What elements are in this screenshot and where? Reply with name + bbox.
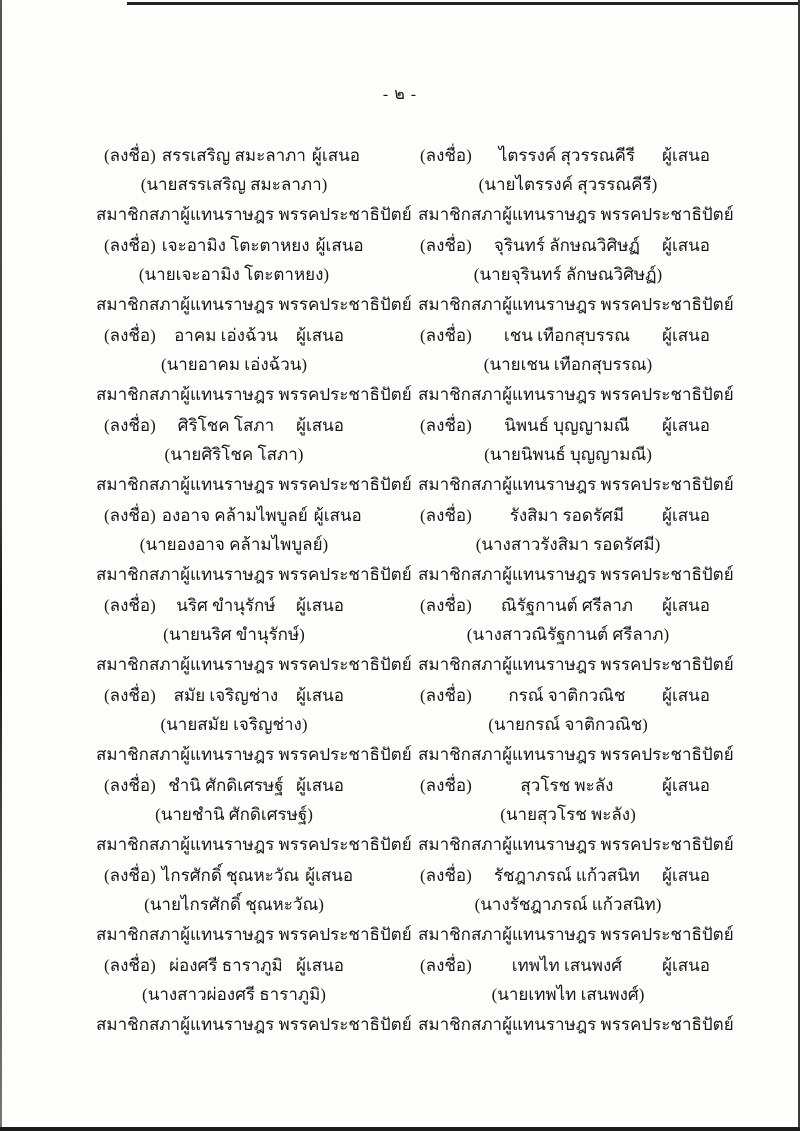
signed-label: (ลงชื่อ)	[104, 775, 156, 795]
signature-row	[96, 770, 734, 860]
signatory-full-name: (นายจุรินทร์ ลักษณวิศิษฏ์)	[473, 265, 663, 284]
signature-row	[96, 680, 734, 770]
signatory-full-name: (นายเทพไท เสนพงศ์)	[491, 985, 645, 1004]
signed-label: (ลงชื่อ)	[420, 685, 472, 705]
proposer-label: ผู้เสนอ	[662, 505, 710, 525]
signatory-name: ไตรรงค์ สุวรรณคีรี	[498, 145, 636, 165]
signature-block	[96, 860, 412, 950]
signature-block	[418, 860, 734, 950]
proposer-label: ผู้เสนอ	[315, 235, 364, 255]
signed-label: (ลงชื่อ)	[104, 595, 156, 615]
signature-row	[96, 410, 734, 500]
page-border-left	[0, 0, 2, 1131]
signatory-full-name: (นายสุวโรช พะลัง)	[500, 805, 636, 824]
signature-row	[96, 950, 734, 1040]
signature-line	[96, 950, 372, 980]
signature-block	[418, 320, 734, 410]
signatory-name: องอาจ คล้ามไพบูลย์	[161, 505, 308, 525]
signed-label: (ลงชื่อ)	[420, 595, 472, 615]
proposer-label: ผู้เสนอ	[296, 775, 344, 795]
signature-line	[96, 140, 372, 170]
signature-block	[418, 500, 734, 590]
signatory-full-name: (นายเชน เทือกสุบรรณ)	[483, 355, 653, 374]
signatory-full-name: (นางสาวณิรัฐกานต์ ศรีลาภ)	[466, 625, 670, 644]
signature-row	[96, 590, 734, 680]
affiliation-label: สมาชิกสภาผู้แทนราษฎร พรรคประชาธิปัตย์	[418, 295, 734, 314]
signed-label: (ลงชื่อ)	[420, 145, 472, 165]
signature-row	[96, 230, 734, 320]
affiliation-label: สมาชิกสภาผู้แทนราษฎร พรรคประชาธิปัตย์	[96, 475, 412, 494]
affiliation-label: สมาชิกสภาผู้แทนราษฎร พรรคประชาธิปัตย์	[96, 745, 412, 764]
signatory-name: รัชฎาภรณ์ แก้วสนิท	[493, 865, 640, 885]
proposer-label: ผู้เสนอ	[662, 595, 710, 615]
signature-line	[418, 500, 718, 530]
affiliation-label: สมาชิกสภาผู้แทนราษฎร พรรคประชาธิปัตย์	[418, 565, 734, 584]
signed-label: (ลงชื่อ)	[104, 235, 156, 255]
signature-line	[96, 320, 372, 350]
signature-line	[418, 680, 718, 710]
affiliation-label: สมาชิกสภาผู้แทนราษฎร พรรคประชาธิปัตย์	[96, 835, 412, 854]
signatory-full-name: (นายชำนิ ศักดิเศรษฐ์)	[155, 805, 313, 824]
signatory-full-name: (นายเจะอามิง โตะตาหยง)	[138, 265, 330, 284]
signature-line	[96, 590, 372, 620]
signature-block	[96, 140, 412, 230]
proposer-label: ผู้เสนอ	[296, 595, 344, 615]
signatory-name: สมัย เจริญช่าง	[173, 685, 279, 705]
signature-line	[418, 770, 718, 800]
signature-line	[418, 320, 718, 350]
signatory-name: ไกรศักดิ์ ชุณหะวัณ	[161, 865, 300, 885]
signed-label: (ลงชื่อ)	[420, 505, 472, 525]
signatory-name: กรณ์ จาติกวณิช	[508, 685, 626, 705]
affiliation-label: สมาชิกสภาผู้แทนราษฎร พรรคประชาธิปัตย์	[418, 745, 734, 764]
signature-block	[96, 410, 412, 500]
signatory-name: นริศ ขำนุรักษ์	[176, 595, 276, 615]
page-number: - ๒ -	[382, 86, 418, 103]
signature-line	[418, 950, 718, 980]
signature-block	[96, 770, 412, 860]
signature-line	[418, 590, 718, 620]
signed-label: (ลงชื่อ)	[420, 235, 472, 255]
signature-block	[418, 590, 734, 680]
signatory-name: ชำนิ ศักดิเศรษฐ์	[168, 775, 284, 795]
proposer-label: ผู้เสนอ	[296, 685, 344, 705]
proposer-label: ผู้เสนอ	[662, 775, 710, 795]
signatory-full-name: (นายสรรเสริญ สมะลาภา)	[140, 175, 328, 194]
signature-row	[96, 860, 734, 950]
signatory-full-name: (นายอาคม เอ่งฉ้วน)	[160, 355, 308, 374]
signature-line	[96, 680, 372, 710]
affiliation-label: สมาชิกสภาผู้แทนราษฎร พรรคประชาธิปัตย์	[96, 295, 412, 314]
signed-label: (ลงชื่อ)	[104, 415, 156, 435]
affiliation-label: สมาชิกสภาผู้แทนราษฎร พรรคประชาธิปัตย์	[96, 385, 412, 404]
affiliation-label: สมาชิกสภาผู้แทนราษฎร พรรคประชาธิปัตย์	[418, 475, 734, 494]
proposer-label: ผู้เสนอ	[311, 145, 360, 165]
affiliation-label: สมาชิกสภาผู้แทนราษฎร พรรคประชาธิปัตย์	[418, 1015, 734, 1034]
proposer-label: ผู้เสนอ	[313, 505, 362, 525]
signatory-name: ศิริโชค โสภา	[177, 415, 275, 435]
signatory-name: อาคม เอ่งฉ้วน	[174, 325, 278, 345]
proposer-label: ผู้เสนอ	[662, 415, 710, 435]
signatory-full-name: (นางสาวผ่องศรี ธาราภูมิ)	[142, 985, 326, 1004]
proposer-label: ผู้เสนอ	[662, 865, 710, 885]
signatory-name: เชน เทือกสุบรรณ	[503, 325, 630, 345]
affiliation-label: สมาชิกสภาผู้แทนราษฎร พรรคประชาธิปัตย์	[96, 1015, 412, 1034]
signatory-full-name: (นายสมัย เจริญช่าง)	[160, 715, 308, 734]
signature-line	[418, 230, 718, 260]
signed-label: (ลงชื่อ)	[104, 685, 156, 705]
signed-label: (ลงชื่อ)	[104, 865, 156, 885]
signatory-name: สุวโรช พะลัง	[520, 775, 614, 795]
signed-label: (ลงชื่อ)	[104, 955, 156, 975]
proposer-label: ผู้เสนอ	[296, 325, 344, 345]
signature-block	[96, 590, 412, 680]
affiliation-label: สมาชิกสภาผู้แทนราษฎร พรรคประชาธิปัตย์	[96, 655, 412, 674]
signature-line	[418, 140, 718, 170]
signatory-name: จุรินทร์ ลักษณวิศิษฏ์	[493, 235, 640, 255]
signature-list	[96, 140, 734, 1040]
signatory-full-name: (นายกรณ์ จาติกวณิช)	[488, 715, 648, 734]
signatory-name: สรรเสริญ สมะลาภา	[161, 145, 306, 165]
proposer-label: ผู้เสนอ	[662, 325, 710, 345]
signature-block	[418, 140, 734, 230]
page-border-top	[127, 2, 800, 5]
signature-line	[96, 860, 372, 890]
proposer-label: ผู้เสนอ	[296, 415, 344, 435]
signature-line	[96, 500, 372, 530]
signed-label: (ลงชื่อ)	[420, 955, 472, 975]
signed-label: (ลงชื่อ)	[420, 865, 472, 885]
signatory-full-name: (นายไตรรงค์ สุวรรณคีรี)	[478, 175, 658, 194]
proposer-label: ผู้เสนอ	[662, 145, 710, 165]
signature-block	[418, 950, 734, 1040]
signature-block	[418, 680, 734, 770]
signatory-full-name: (นายนิพนธ์ บุญญามณี)	[484, 445, 652, 464]
affiliation-label: สมาชิกสภาผู้แทนราษฎร พรรคประชาธิปัตย์	[418, 205, 734, 224]
affiliation-label: สมาชิกสภาผู้แทนราษฎร พรรคประชาธิปัตย์	[96, 925, 412, 944]
page-border-bottom	[0, 1127, 800, 1131]
proposer-label: ผู้เสนอ	[662, 955, 710, 975]
proposer-label: ผู้เสนอ	[296, 955, 344, 975]
signature-line	[96, 410, 372, 440]
signature-line	[96, 770, 372, 800]
signatory-name: นิพนธ์ บุญญามณี	[504, 415, 630, 435]
proposer-label: ผู้เสนอ	[662, 235, 710, 255]
signature-row	[96, 140, 734, 230]
signature-block	[96, 230, 412, 320]
affiliation-label: สมาชิกสภาผู้แทนราษฎร พรรคประชาธิปัตย์	[418, 835, 734, 854]
affiliation-label: สมาชิกสภาผู้แทนราษฎร พรรคประชาธิปัตย์	[418, 385, 734, 404]
affiliation-label: สมาชิกสภาผู้แทนราษฎร พรรคประชาธิปัตย์	[96, 205, 412, 224]
signed-label: (ลงชื่อ)	[104, 325, 156, 345]
signature-block	[96, 950, 412, 1040]
affiliation-label: สมาชิกสภาผู้แทนราษฎร พรรคประชาธิปัตย์	[418, 655, 734, 674]
signature-row	[96, 500, 734, 590]
signature-row	[96, 320, 734, 410]
signed-label: (ลงชื่อ)	[104, 505, 156, 525]
proposer-label: ผู้เสนอ	[305, 865, 354, 885]
signatory-full-name: (นายนริศ ขำนุรักษ์)	[163, 625, 305, 644]
signatory-name: ผ่องศรี ธาราภูมิ	[169, 955, 283, 975]
signatory-full-name: (นายองอาจ คล้ามไพบูลย์)	[139, 535, 329, 554]
signatory-full-name: (นายศิริโชค โสภา)	[164, 445, 304, 464]
proposer-label: ผู้เสนอ	[662, 685, 710, 705]
signatory-name: เทพไท เสนพงศ์	[511, 955, 623, 975]
signature-block	[96, 500, 412, 590]
signature-block	[418, 770, 734, 860]
signatory-name: รังสิมา รอดรัศมี	[509, 505, 625, 525]
signed-label: (ลงชื่อ)	[420, 415, 472, 435]
signed-label: (ลงชื่อ)	[420, 325, 472, 345]
signature-block	[96, 680, 412, 770]
signatory-full-name: (นางสาวรังสิมา รอดรัศมี)	[475, 535, 661, 554]
signatory-name: เจะอามิง โตะตาหยง	[161, 235, 310, 255]
signatory-full-name: (นางรัชฎาภรณ์ แก้วสนิท)	[474, 895, 662, 914]
affiliation-label: สมาชิกสภาผู้แทนราษฎร พรรคประชาธิปัตย์	[418, 925, 734, 944]
affiliation-label: สมาชิกสภาผู้แทนราษฎร พรรคประชาธิปัตย์	[96, 565, 412, 584]
signed-label: (ลงชื่อ)	[420, 775, 472, 795]
signature-block	[418, 410, 734, 500]
signed-label: (ลงชื่อ)	[104, 145, 156, 165]
signature-line	[418, 860, 718, 890]
signature-line	[418, 410, 718, 440]
signature-block	[418, 230, 734, 320]
signatory-name: ณิรัฐกานต์ ศรีลาภ	[500, 595, 633, 615]
signature-block	[96, 320, 412, 410]
signatory-full-name: (นายไกรศักดิ์ ชุณหะวัณ)	[144, 895, 324, 914]
signature-line	[96, 230, 372, 260]
